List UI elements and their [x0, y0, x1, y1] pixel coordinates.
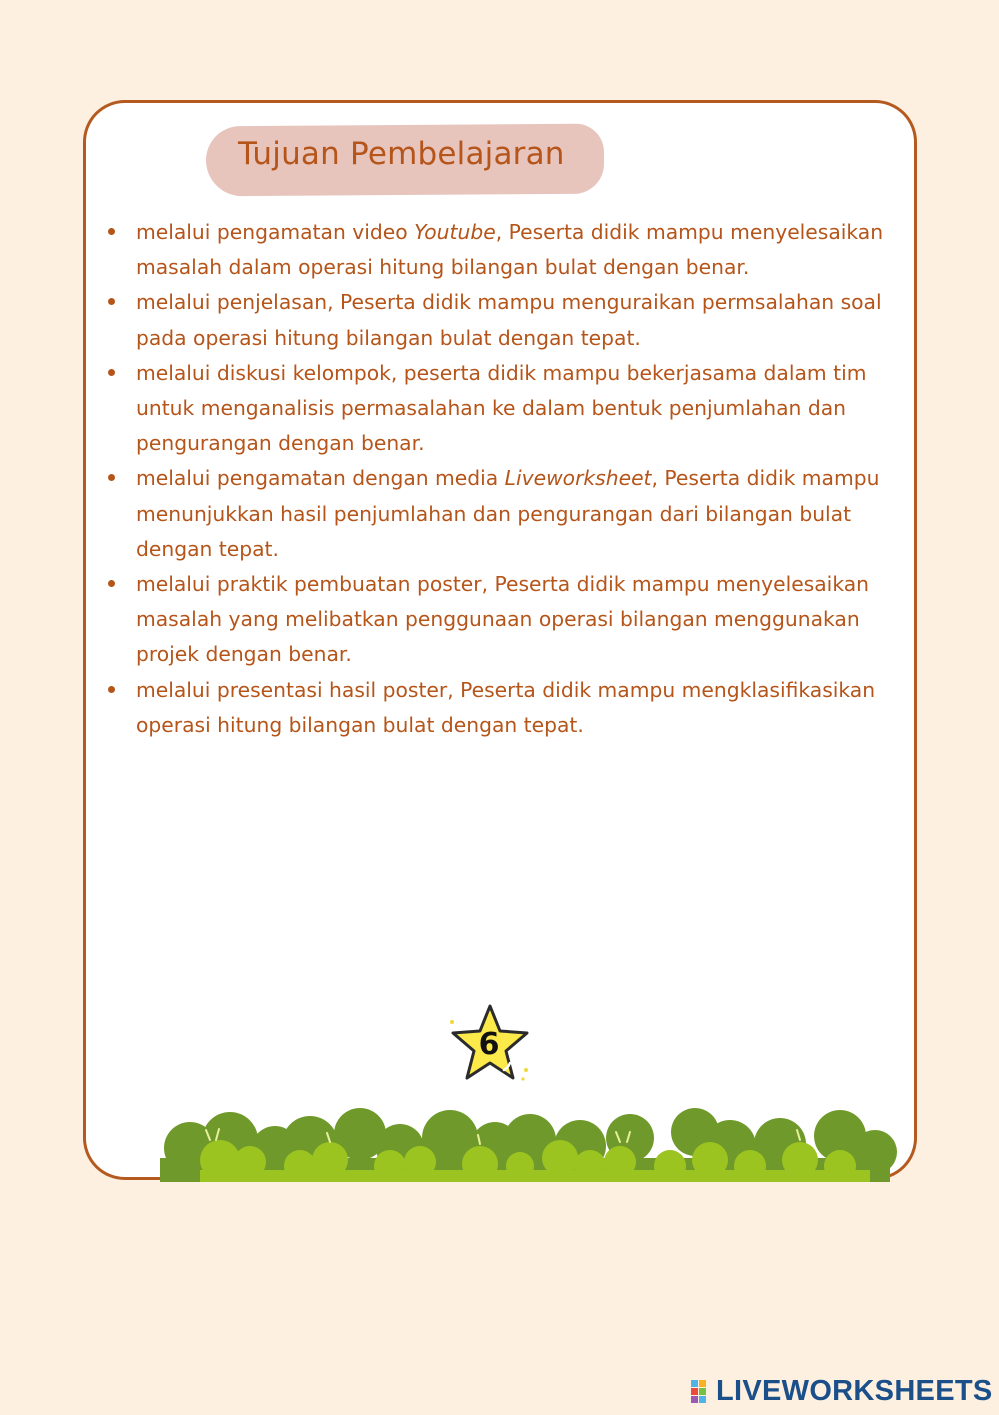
brand-name: LIVEWORKSHEETS — [716, 1375, 993, 1407]
objective-text-end: , Peserta didik mampu menyelesaikan masalah dalam operasi hitung bilangan bulat dengan benar. — [136, 220, 884, 280]
objectives-list — [108, 215, 898, 743]
bullet-icon — [108, 298, 115, 305]
bullet-icon — [108, 474, 115, 481]
bullet-icon — [108, 228, 115, 235]
objective-text: melalui pengamatan dengan media — [136, 466, 505, 491]
bullet-icon — [108, 369, 115, 376]
objective-text: melalui penjelasan, Peserta didik mampu menguraikan permsalahan soal pada operasi hitung bilangan bulat dengan tepat. — [136, 290, 882, 350]
objective-item — [108, 215, 898, 285]
objective-text: melalui pengamatan video — [136, 220, 415, 244]
bullet-icon — [108, 686, 115, 693]
liveworksheets-branding — [690, 1374, 993, 1408]
objective-item — [108, 356, 898, 462]
objective-text-end: , Peserta didik mampu menunjukkan hasil penjumlahan dan pengurangan dari bilangan bulat dengan tepat. — [136, 466, 880, 561]
objective-item — [108, 567, 898, 673]
objective-item — [108, 673, 898, 743]
objective-item — [108, 461, 898, 567]
page-number: 6 — [478, 1027, 500, 1062]
objective-text: melalui praktik pembuatan poster, Peserta didik mampu menyelesaikan masalah yang melibatkan penggunaan operasi bilangan menggunakan projek dengan benar. — [136, 572, 869, 667]
bullet-icon — [108, 580, 115, 587]
objective-item — [108, 285, 898, 355]
objective-text: melalui diskusi kelompok, peserta didik mampu bekerjasama dalam tim untuk menganalisis permasalahan ke dalam bentuk penjumlahan dan pengurangan dengan benar. — [136, 360, 867, 456]
bushes-decoration — [150, 1100, 900, 1182]
page-number-star — [446, 1000, 534, 1088]
objective-text: melalui presentasi hasil poster, Peserta didik mampu mengklasifikasikan operasi hitung bilangan bulat dengan tepat. — [136, 677, 876, 737]
objective-emphasis: Youtube — [414, 220, 496, 244]
objective-emphasis: Liveworksheet — [504, 466, 652, 491]
page-title: Tujuan Pembelajaran — [238, 136, 565, 172]
liveworksheets-logo-icon — [690, 1378, 716, 1404]
